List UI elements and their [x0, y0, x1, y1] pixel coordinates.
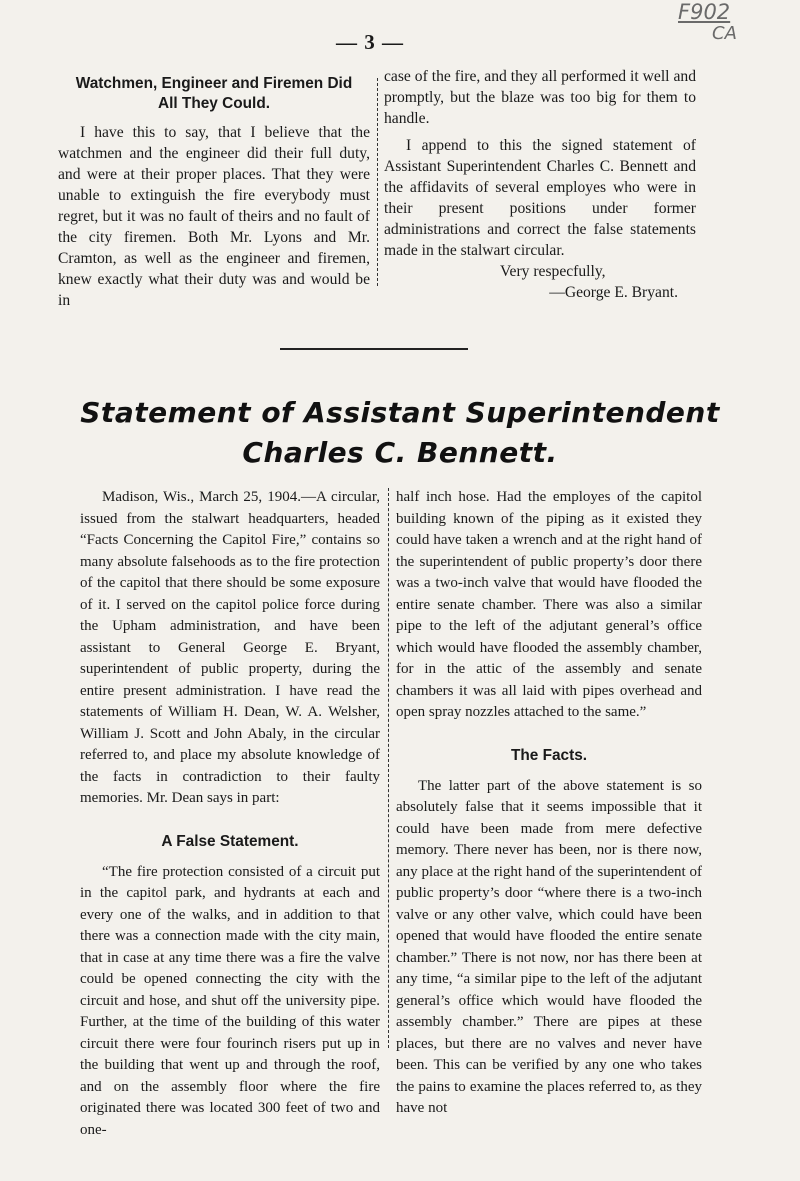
closing-line: Very respecfully,	[500, 263, 606, 280]
left-column	[80, 487, 380, 1141]
headline	[70, 393, 730, 473]
top-right-paragraph-1: case of the fire, and they all performed it well and promptly, but the blaze was too big for them to handle.	[384, 68, 696, 127]
left-paragraph-1: Madison, Wis., March 25, 1904.—A circular, issued from the stalwart headquarters, headed “Facts Concerning the Capitol Fire,” contains so many absolute falsehoods as to the fire protection of the capitol that there should be some exposure of it. I served on the capitol police force during the Upham administration, and have been assistant to General George E. Bryant, superintendent of public property, during the entire present administration. I have read the statements of William H. Dean, W. A. Welsher, William J. Scott and John Abaly, in the circular referred to, and place my absolute knowledge of the facts in contradiction to their faulty memories. Mr. Dean says in part:	[80, 489, 380, 806]
section-heading-line1: Watchmen, Engineer and Firemen Did	[75, 75, 353, 92]
top-left-paragraph: I have this to say, that I believe that the watchmen and the engineer did their full duty, and were at their proper places. That they were unable to extinguish the fire everybody must regret, but it was no fault of theirs and no fault of the city firemen. Both Mr. Lyons and Mr. Cramton, as well as the engineer and firemen, knew exactly what their duty was and would be in	[58, 124, 370, 309]
archive-mark-line2: CA	[712, 23, 737, 44]
top-right-paragraph-2: I append to this the signed statement of Assistant Superintendent Charles C. Bennett and the affidavits of several employes who were in their present positions under former administrations and correct the false statements made in the stalwart circular.	[384, 137, 696, 259]
archive-mark-line1: F902	[678, 0, 731, 24]
top-left-column	[58, 74, 370, 311]
headline-line2: Charles C. Bennett.	[242, 436, 558, 469]
section-heading-line2: All They Could.	[157, 95, 270, 112]
signature-line: —George E. Bryant.	[549, 284, 678, 301]
section-heading-watchmen	[58, 74, 370, 114]
section-rule	[280, 348, 468, 350]
column-divider-top	[377, 78, 378, 286]
right-paragraph-1: half inch hose. Had the employes of the capitol building known of the piping as it existed they could have taken a wrench and at the right hand of the superintendent of public property’s door there was a two-inch valve that would have flooded the entire senate chamber. There was also a similar pipe to the left of the adjutant general’s office which would have flooded the assembly chamber, for in the attic of the assembly and senate chambers it was all laid with pipes overhead and open spray nozzles attached to the same.”	[396, 489, 702, 720]
archive-mark	[678, 2, 788, 48]
right-paragraph-2: The latter part of the above statement is so absolutely false that it seems impossible that it could have been made from mere defective memory. There never has been, nor is there now, any place at the right hand of the superintendent of public property’s door “where there is a two-inch valve or any other valve, which could have been opened that would have flooded the entire senate chamber.” There is not now, nor has there been at any time, “a similar pipe to the left of the adjutant general’s office which would have flooded the assembly chamber.” There are pipes at these places, but there are no valves and never have been. This can be verified by any one who takes the pains to examine the places referred to, as they have not	[396, 777, 702, 1116]
page-number: — 3 —	[336, 30, 404, 54]
top-right-column	[384, 66, 696, 303]
column-divider-bottom	[388, 488, 389, 1048]
left-paragraph-2: “The fire protection consisted of a circuit put in the capitol park, and hydrants at each and every one of the walks, and in addition to that there was a connection made with the city main, that in case at any time there was a fire the valve could be opened connecting the city with the circuit and hose, and shut off the university pipe. Further, at the time of the building of this water circuit there were four fourinch risers put up in the building that went up and through the roof, and on the assembly floor where the fire originated there was located 300 feet of two and one-	[80, 863, 380, 1138]
headline-line1: Statement of Assistant Superintendent	[80, 396, 720, 429]
subhead-the-facts: The Facts.	[510, 746, 588, 764]
right-column	[396, 487, 702, 1120]
subhead-false-statement: A False Statement.	[161, 832, 299, 850]
